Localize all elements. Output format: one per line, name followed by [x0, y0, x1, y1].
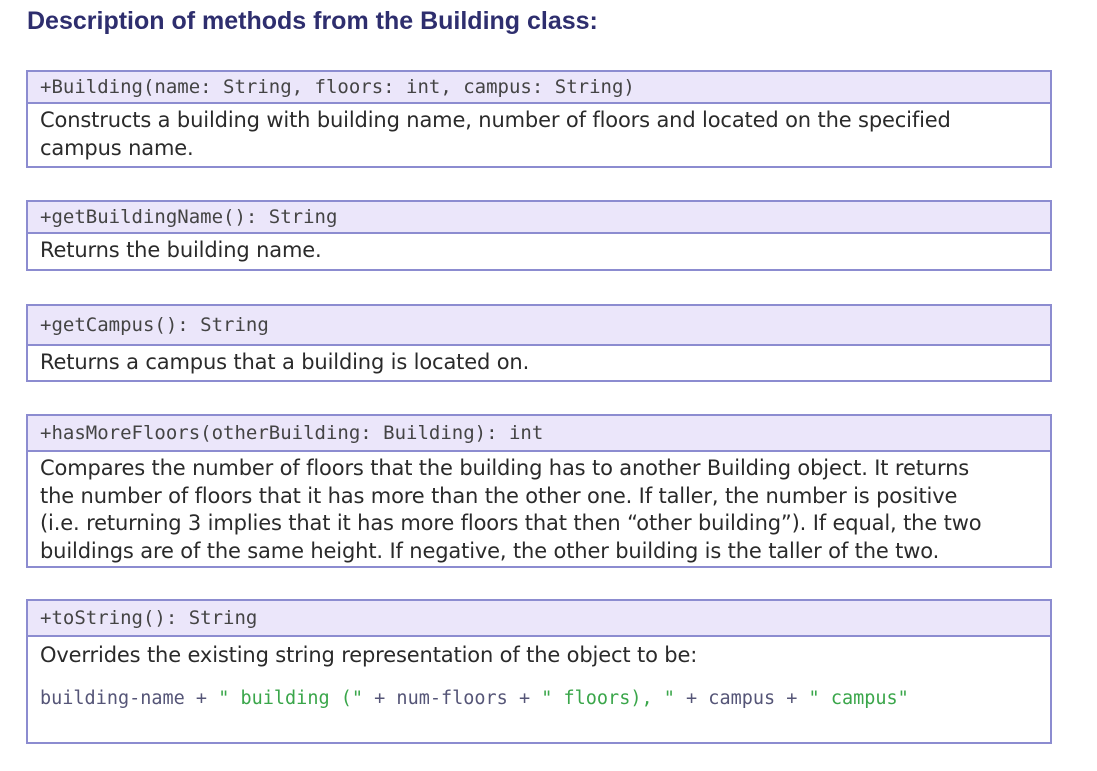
code-example	[28, 674, 1050, 709]
method-signature: +hasMoreFloors(otherBuilding: Building): int	[28, 416, 1050, 452]
method-description: Constructs a building with building name, number of floors and located on the specified campus name.	[40, 108, 951, 160]
code-part: + campus +	[674, 687, 809, 709]
method-box-get-campus	[26, 304, 1052, 382]
method-box-has-more-floors	[26, 414, 1052, 568]
method-description: Returns the building name.	[40, 238, 322, 262]
method-signature: +getBuildingName(): String	[28, 202, 1050, 234]
method-box-constructor	[26, 70, 1052, 168]
method-description: Returns a campus that a building is located on.	[40, 350, 530, 374]
code-string: " floors), "	[541, 687, 675, 709]
code-part: building-name +	[40, 687, 219, 709]
method-signature: +Building(name: String, floors: int, campus: String)	[28, 72, 1050, 104]
page-title: Description of methods from the Building class:	[27, 7, 598, 35]
method-description: Compares the number of floors that the building has to another Building object. It returns the number of floors that it has more than the other one. If taller, the number is positive (i.e. returning 3 implies that it has more floors that then “other building”). If equal, the two buildings are of the same height. If negative, the other building is the taller of the two.	[40, 456, 982, 563]
method-description: Overrides the existing string representation of the object to be:	[40, 643, 698, 667]
method-box-get-building-name	[26, 200, 1052, 271]
code-string: " campus"	[808, 687, 909, 709]
method-box-to-string	[26, 599, 1052, 744]
code-string: " building ("	[218, 687, 364, 709]
method-signature: +getCampus(): String	[28, 306, 1050, 346]
code-part: + num-floors +	[363, 687, 542, 709]
method-signature: +toString(): String	[28, 601, 1050, 637]
